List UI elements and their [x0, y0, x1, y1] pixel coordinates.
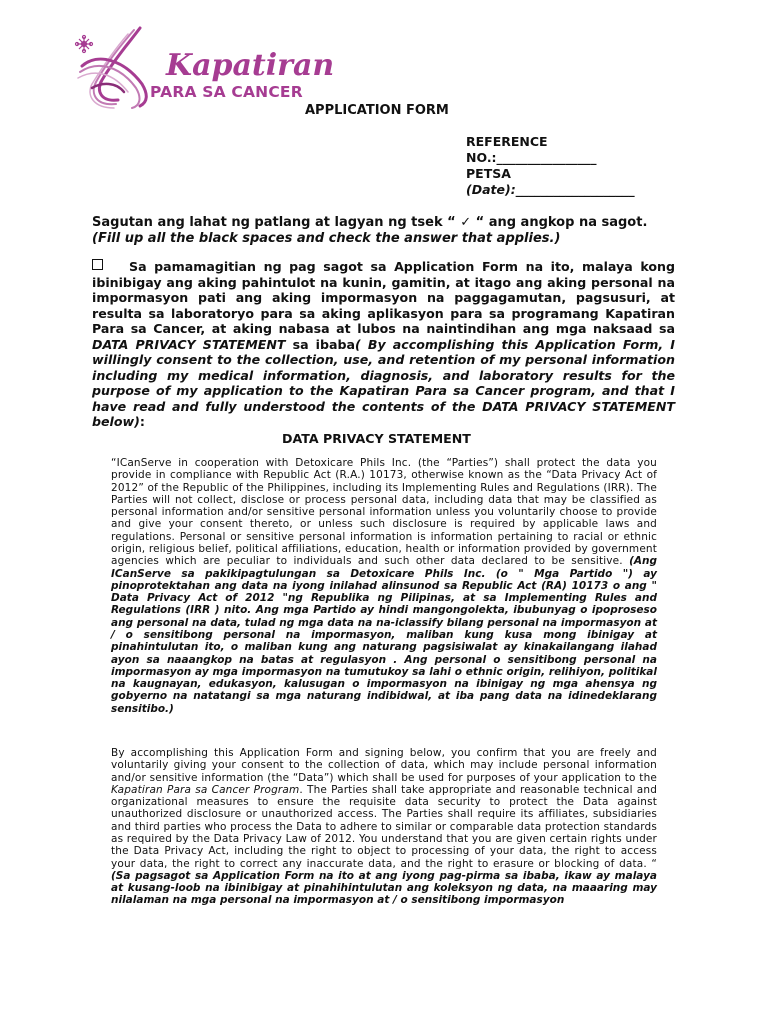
reference-number-field[interactable]: NO.:________________: [466, 150, 597, 165]
privacy-paragraph-2-text-a: By accomplishing this Application Form and signing below, you confirm that you are freely and voluntarily giving your consent to the collection of data, which may include personal information and/or sensitive information (the “Data”) which shall be used for purposes of your application to the: [111, 747, 657, 784]
privacy-paragraph-2-tagalog: (Sa pagsagot sa Application Form na ito at ang iyong pag-pirma sa ibaba, ikaw ay malaya at kusang-loob na ibinibigay at pinahihintulutan ang koleksyon ng data, na maaaring may nilalaman na mga personal na impormasyon at / o sensitibong impormasyon: [111, 869, 657, 907]
data-privacy-statement-title: DATA PRIVACY STATEMENT: [282, 431, 471, 446]
privacy-paragraph-2: [111, 747, 657, 907]
logo-title: Kapatiran: [166, 48, 335, 83]
consent-text-b: sa ibaba: [285, 336, 356, 352]
instruction-text-b: “ ang angkop na sagot.: [471, 215, 648, 230]
consent-text-a: Sa pamamagitian ng pag sagot sa Application Form na ito, malaya kong ibinibigay ang aking pahintulot na kunin, gamitin, at itago ang aking personal na impormasyon pati ang aking impormasyon na paggagamutan, pagsusuri, at resulta sa laboratoryo para sa aking aplikasyon para sa programang Kapatiran Para sa Cancer, at aking nabasa at lubos na naintindihan ang mga naksaad sa: [92, 259, 675, 337]
privacy-paragraph-1-english: “ICanServe in cooperation with Detoxicare Phils Inc. (the “Parties”) shall protect the data you provide in compliance with Republic Act (R.A.) 10173, otherwise known as the “Data Privacy Act of 2012” of the Republic of the Philippines, including its Implementing Rules and Regulations (IRR). The Parties will not collect, disclose or process personal data, including data that may be classified as personal information and/or sensitive personal information unless you voluntarily choose to provide and give your consent thereto, or unless such disclosure is required by applicable laws and regulations. Personal or sensitive personal information is information pertaining to racial or ethnic origin, religious belief, political affiliations, education, health or information provided by government agencies which are peculiar to individuals and such other data declared to be sensitive.: [111, 457, 657, 568]
date-field[interactable]: (Date):___________________: [466, 182, 635, 197]
privacy-paragraph-2-text-b: . The Parties shall take appropriate and reasonable technical and organizational measures to ensure the requisite data security to protect the Data against unauthorized disclosure or unauthorized access. The Parties shall require its affiliates, subsidiaries and third parties who process the Data to adhere to similar or comparable data protection standards as required by the Data Privacy Law of 2012. You understand that you are given certain rights under the Data Privacy Act, including the right to object to processing of your data, the right to access your data, the right to correct any inaccurate data, and the right to erasure or blocking of data. “: [111, 783, 658, 870]
reference-block: [466, 134, 634, 198]
privacy-paragraph-1-tagalog: (Ang ICanServe sa pakikipagtulungan sa Detoxicare Phils Inc. (o " Mga Partido ") ay pinoprotektahan ang data na iyong inilahad alinsunod sa Republic Act (RA) 10173 o ang " Data Privacy Act of 2012 "ng Republika ng Pilipinas, at sa Implementing Rules and Regulations (IRR ) nito. Ang mga Partido ay hindi mangongolekta, ibubunyag o ipoproseso ang personal na data, tulad ng mga data na na-iclassify bilang personal na impormasyon at / o sensitibong personal na impormasyon, maliban kung kusa mong ibinigay at pinahintulutan ito, o maliban kung ang naturang pagsisiwalat ay kinakailangang ilahad ayon sa naaangkop na batas at regulasyon . Ang personal o sensitibong personal na impormasyon ay mga impormasyon na tumutukoy sa lahi o ethnic origin, relihiyon, politikal na kaugnayan, edukasyon, kalusugan o impormasyon na ibinigay ng mga ahensya ng gobyerno na natatangi sa mga naturang indibidwal, at iba pang data na idinedeklarang sensitibo.): [111, 555, 657, 715]
kapatiran-logo: [62, 22, 335, 112]
instructions: [92, 215, 647, 247]
petsa-label: PETSA: [466, 166, 511, 181]
consent-end: :: [139, 414, 145, 430]
consent-statement: [92, 259, 675, 430]
check-mark-icon: ✓: [460, 215, 472, 230]
instruction-text-a: Sagutan ang lahat ng patlang at lagyan ng tsek “: [92, 215, 461, 230]
instruction-line-1: [92, 215, 647, 231]
consent-english: ( By accomplishing this Application Form, I willingly consent to the collection, use, and retention of my personal information including my medical information, diagnosis, and laboratory results for the purpose of my application to the Kapatiran Para sa Cancer program, and that I have read and fully understood the contents of the DATA PRIVACY STATEMENT below): [92, 336, 675, 430]
reference-label: REFERENCE: [466, 134, 548, 149]
logo-subtitle: PARA SA CANCER: [150, 83, 303, 101]
consent-dps-ref: DATA PRIVACY STATEMENT: [92, 336, 286, 352]
flower-icon: [76, 36, 93, 53]
form-title: APPLICATION FORM: [305, 103, 449, 118]
privacy-paragraph-1: [111, 457, 657, 715]
consent-checkbox[interactable]: [92, 259, 103, 270]
program-name: Kapatiran Para sa Cancer Program: [111, 783, 300, 796]
instruction-line-2: (Fill up all the black spaces and check the answer that applies.): [92, 231, 561, 246]
